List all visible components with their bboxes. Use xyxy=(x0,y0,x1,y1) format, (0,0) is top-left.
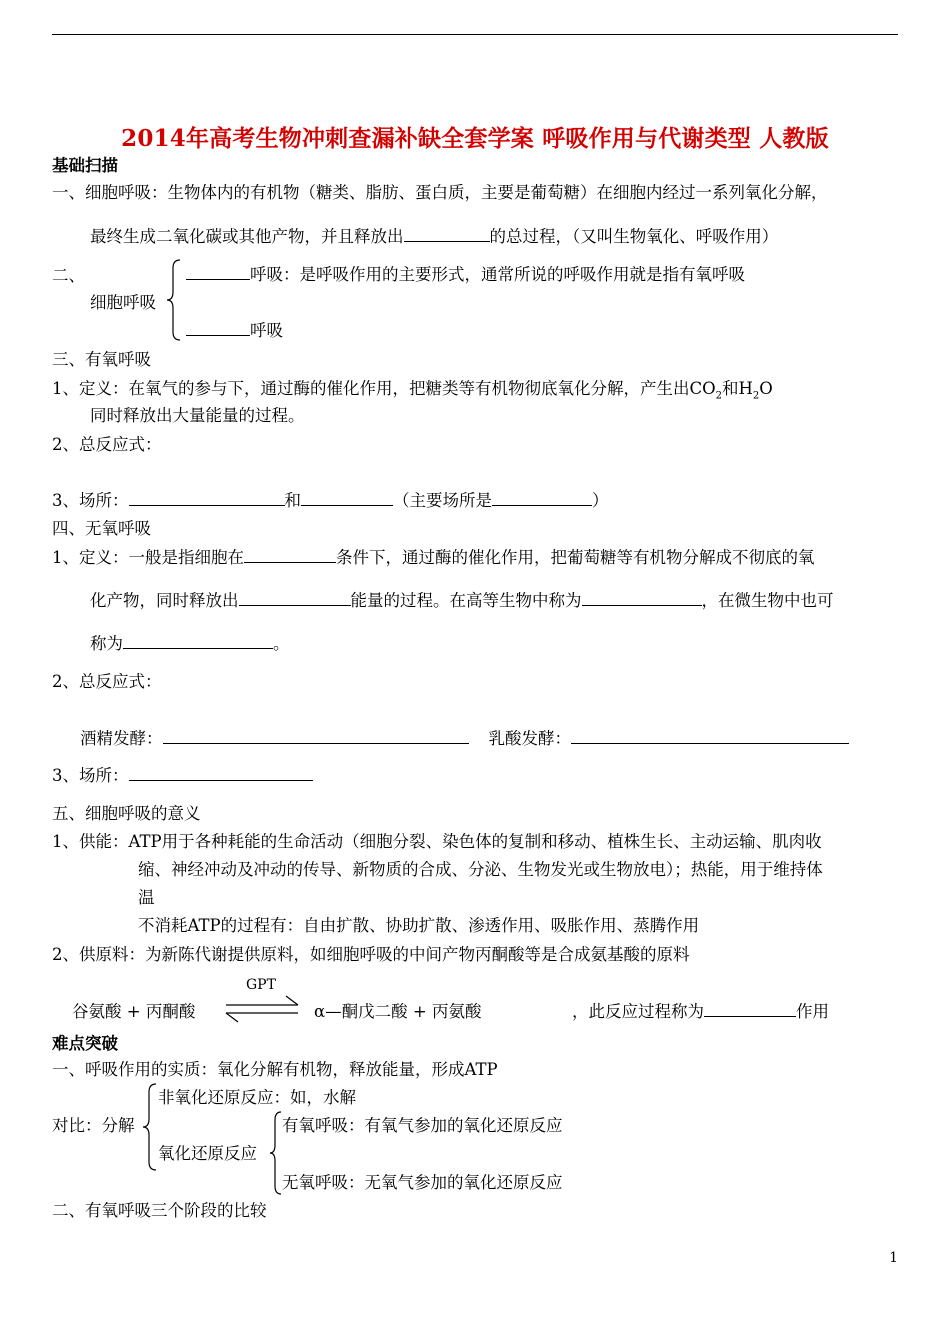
blank-alcohol-eq[interactable] xyxy=(163,728,469,744)
s4-def1-text-b: 条件下，通过酶的催化作用，把葡萄糖等有机物分解成不彻底的氧 xyxy=(336,548,815,567)
s3-place-label: 3、场所： xyxy=(52,491,129,510)
s4-definition-line2 xyxy=(90,590,834,612)
alcohol-fermentation-label: 酒精发酵： xyxy=(80,729,163,748)
s5-energy-line2: 缩、神经冲动及冲动的传导、新物质的合成、分泌、生物发光或生物放电）；热能，用于维持体 xyxy=(138,860,823,879)
blank-microbes[interactable] xyxy=(123,633,273,649)
s5-heading: 五、细胞呼吸的意义 xyxy=(52,804,201,823)
s4-place-label: 3、场所： xyxy=(52,766,129,785)
s3-place-and: 和 xyxy=(284,491,301,510)
brace-icon xyxy=(164,258,184,342)
d1-essence: 一、呼吸作用的实质：氧化分解有机物，释放能量，形成ATP xyxy=(52,1060,498,1079)
blank-aerobic[interactable] xyxy=(186,264,250,280)
header-rule xyxy=(52,34,898,35)
d-redox: 氧化还原反应 xyxy=(158,1144,257,1163)
reaction-note-text-b: 作用 xyxy=(796,1002,829,1021)
s3-definition-line2: 同时释放出大量能量的过程。 xyxy=(90,406,305,425)
d-nonredox: 非氧化还原反应：如，水解 xyxy=(158,1088,356,1107)
s4-heading: 四、无氧呼吸 xyxy=(52,519,151,538)
reaction-enzyme: GPT xyxy=(246,977,276,993)
s3-heading: 三、有氧呼吸 xyxy=(52,350,151,369)
s3-def-end: O xyxy=(759,379,773,398)
reaction-right: α—酮戊二酸 + 丙氨酸 xyxy=(314,1002,482,1021)
reaction-left: 谷氨酸 + 丙酮酸 xyxy=(72,1002,196,1021)
reaction-note-text-a: ，此反应过程称为 xyxy=(572,1002,704,1021)
reaction-note xyxy=(572,1001,829,1023)
blank-main-place[interactable] xyxy=(492,490,592,506)
s2-item2-text: 呼吸 xyxy=(250,321,283,340)
s1-line2-text-a: 最终生成二氧化碳或其他产物，并且释放出 xyxy=(90,227,404,246)
blank-place2[interactable] xyxy=(301,490,393,506)
d-compare: 对比：分解 xyxy=(52,1116,135,1135)
s4-def1-text-a: 1、定义：一般是指细胞在 xyxy=(52,548,244,567)
blank-condition[interactable] xyxy=(244,547,336,563)
blank-anaerobic[interactable] xyxy=(186,320,250,336)
s4-place xyxy=(52,765,313,787)
d2-comparison: 二、有氧呼吸三个阶段的比较 xyxy=(52,1201,267,1220)
s1-line2-text-b: 的总过程，（又叫生物氧化、呼吸作用） xyxy=(489,227,779,246)
section-heading-basics: 基础扫描 xyxy=(52,156,118,175)
section-heading-difficult: 难点突破 xyxy=(52,1034,118,1053)
s4-def2-text-b: 能量的过程。在高等生物中称为 xyxy=(350,591,582,610)
lactic-fermentation-label: 乳酸发酵： xyxy=(488,729,571,748)
s4-definition-line3 xyxy=(90,633,290,655)
s4-equation-label: 2、总反应式： xyxy=(52,672,162,691)
s3-def-mid: 和H xyxy=(722,379,753,398)
blank-higher-organisms[interactable] xyxy=(582,590,702,606)
s3-definition-line1 xyxy=(52,378,773,407)
page-title: 2014年高考生物冲刺查漏补缺全套学案 呼吸作用与代谢类型 人教版 xyxy=(121,125,829,152)
blank-transamination[interactable] xyxy=(704,1001,796,1017)
blank-lactic-eq[interactable] xyxy=(571,728,849,744)
blank-energy-amount[interactable] xyxy=(239,590,351,606)
s3-place xyxy=(52,490,609,512)
blank-anaerobic-place[interactable] xyxy=(129,765,313,781)
s4-def3-text-b: 。 xyxy=(273,634,290,653)
s3-def-text: 1、定义：在氧气的参与下，通过酶的催化作用，把糖类等有机物彻底氧化分解，产生出CO xyxy=(52,379,716,398)
brace-icon xyxy=(140,1082,160,1172)
s4-fermentation xyxy=(80,728,849,750)
s3-def-sub2: 2 xyxy=(752,390,760,402)
s1-line2 xyxy=(90,226,778,248)
s2-item1 xyxy=(186,264,745,286)
s5-material: 2、供原料：为新陈代谢提供原料，如细胞呼吸的中间产物丙酮酸等是合成氨基酸的原料 xyxy=(52,945,690,964)
s3-place-main: （主要场所是 xyxy=(393,491,492,510)
s2-number: 二、 xyxy=(52,266,85,285)
s4-def2-text-c: ，在微生物中也可 xyxy=(701,591,834,610)
s2-item1-text: 呼吸：是呼吸作用的主要形式，通常所说的呼吸作用就是指有氧呼吸 xyxy=(250,265,745,284)
s4-definition-line1 xyxy=(52,547,815,569)
page-number: 1 xyxy=(889,1250,898,1266)
s2-label: 细胞呼吸 xyxy=(90,293,156,312)
s3-place-close: ） xyxy=(592,491,609,510)
s5-energy-line3: 温 xyxy=(138,888,155,907)
blank-place1[interactable] xyxy=(129,490,285,506)
d-aerobic: 有氧呼吸：有氧气参加的氧化还原反应 xyxy=(282,1116,563,1135)
s5-energy-line4: 不消耗ATP的过程有：自由扩散、协助扩散、渗透作用、吸胀作用、蒸腾作用 xyxy=(138,916,700,935)
d-anaerobic: 无氧呼吸：无氧气参加的氧化还原反应 xyxy=(282,1173,563,1192)
s1-line1: 一、细胞呼吸：生物体内的有机物（糖类、脂肪、蛋白质，主要是葡萄糖）在细胞内经过一系列氧化分解， xyxy=(52,183,828,202)
s2-item2 xyxy=(186,320,283,342)
s4-def3-text-a: 称为 xyxy=(90,634,123,653)
s3-def-sub1: 2 xyxy=(715,390,723,402)
s4-def2-text-a: 化产物，同时释放出 xyxy=(90,591,239,610)
s3-equation-label: 2、总反应式： xyxy=(52,435,162,454)
s5-energy-line1: 1、供能：ATP用于各种耗能的生命活动（细胞分裂、染色体的复制和移动、植株生长、主动运输、肌肉收 xyxy=(52,832,822,851)
blank-energy[interactable] xyxy=(404,226,490,242)
reversible-arrow-icon xyxy=(222,994,302,1024)
